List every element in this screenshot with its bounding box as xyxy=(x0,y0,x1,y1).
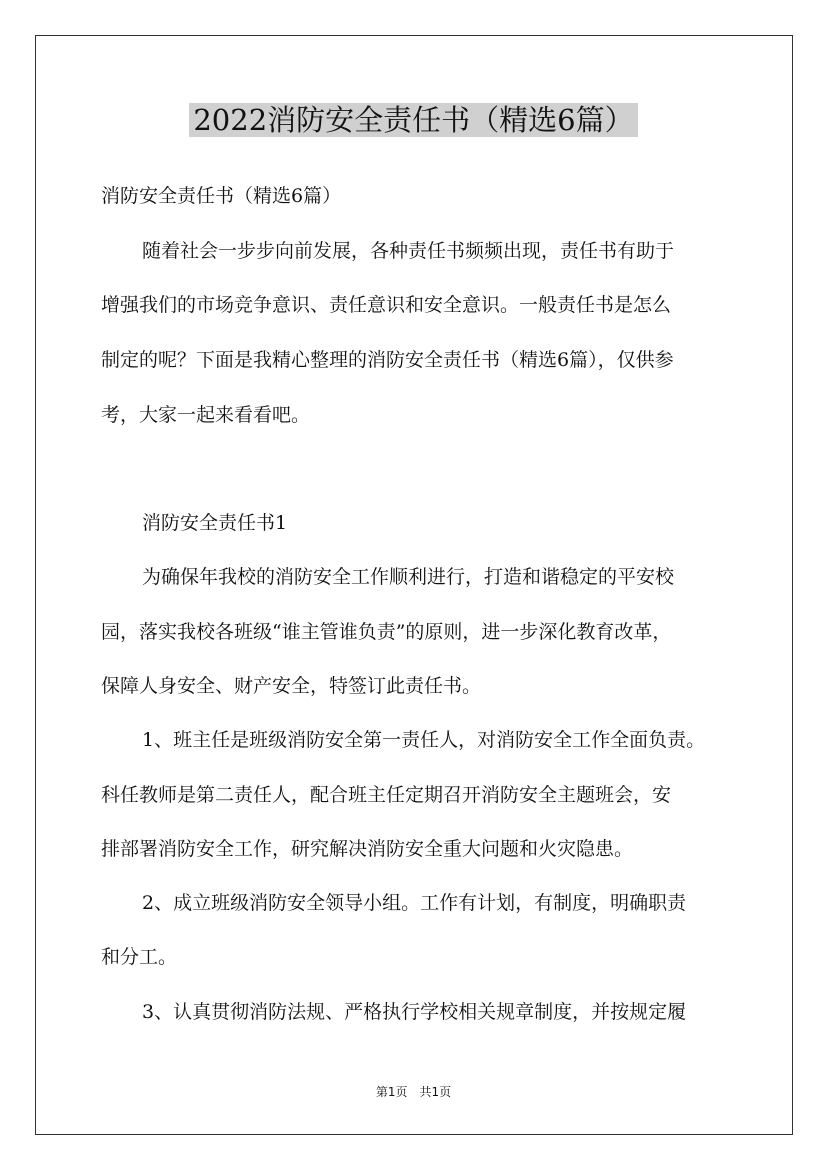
body-line: 排部署消防安全工作，研究解决消防安全重大问题和火灾隐患。 xyxy=(101,838,634,860)
document-subtitle: 消防安全责任书（精选6篇） xyxy=(101,185,342,207)
body-line: 2、成立班级消防安全领导小组。工作有计划，有制度，明确职责 xyxy=(142,892,687,914)
intro-line: 增强我们的市场竞争意识、责任意识和安全意识。一般责任书是怎么 xyxy=(101,294,672,316)
body-line: 保障人身安全、财产安全，特签订此责任书。 xyxy=(101,675,482,697)
body-line: 为确保年我校的消防安全工作顺利进行，打造和谐稳定的平安校 xyxy=(142,566,675,588)
intro-line: 随着社会一步步向前发展，各种责任书频频出现，责任书有助于 xyxy=(142,240,675,262)
body-line: 科任教师是第二责任人，配合班主任定期召开消防安全主题班会，安 xyxy=(101,784,672,806)
intro-line: 制定的呢？下面是我精心整理的消防安全责任书（精选6篇），仅供参 xyxy=(101,349,674,371)
body-line: 园，落实我校各班级“谁主管谁负责”的原则，进一步深化教育改革， xyxy=(101,621,672,643)
document-title: 2022消防安全责任书（精选6篇） xyxy=(0,98,827,142)
intro-line: 考，大家一起来看看吧。 xyxy=(101,404,311,426)
page-number: 第1页 共1页 xyxy=(375,1085,452,1099)
body-line: 和分工。 xyxy=(101,946,178,968)
section-heading: 消防安全责任书1 xyxy=(142,512,288,534)
body-line: 1、班主任是班级消防安全第一责任人，对消防安全工作全面负责。 xyxy=(142,729,706,751)
body-line: 3、认真贯彻消防法规、严格执行学校相关规章制度，并按规定履 xyxy=(142,1001,687,1023)
